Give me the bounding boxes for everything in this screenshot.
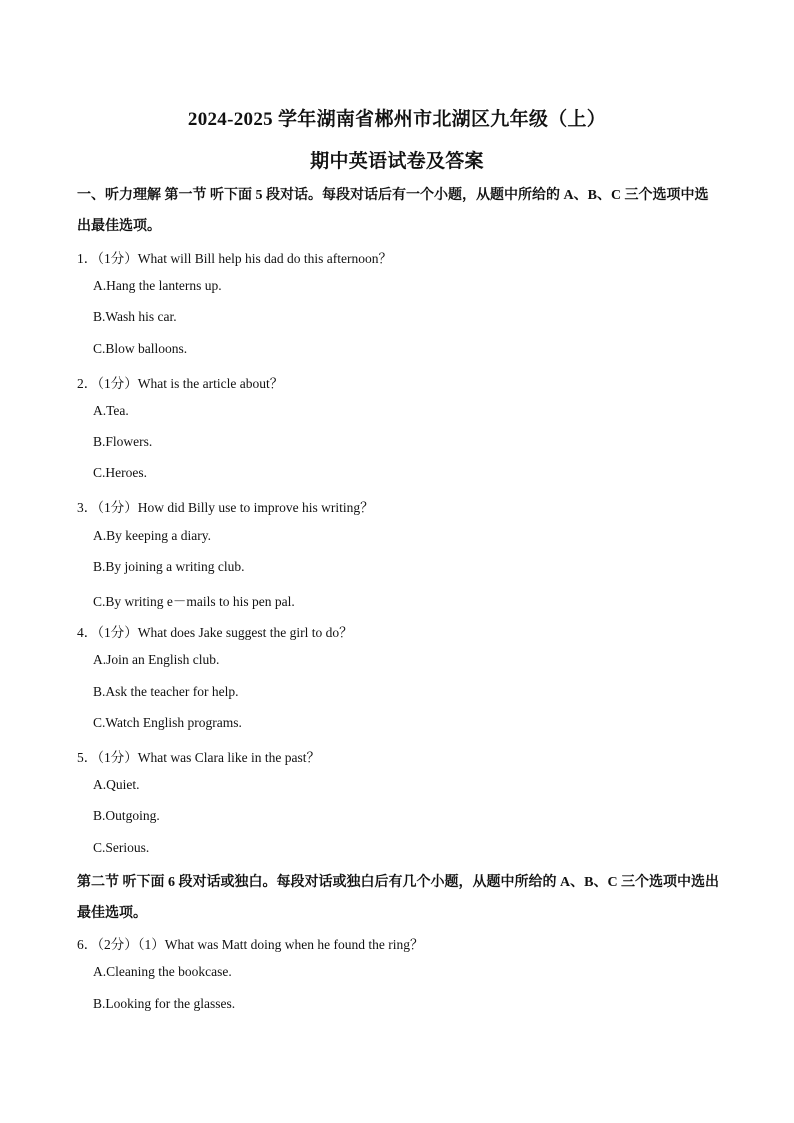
question-5-option-a: A.Quiet. xyxy=(93,777,140,792)
question-4-stem: 4．（1分）What does Jake suggest the girl to do？ xyxy=(77,625,353,640)
question-5-option-b: B.Outgoing. xyxy=(93,808,160,823)
question-3-stem: 3．（1分）How did Billy use to improve his writing？ xyxy=(77,500,374,515)
question-3-option-a: A.By keeping a diary. xyxy=(93,528,211,543)
question-2-stem: 2．（1分）What is the article about？ xyxy=(77,376,284,391)
section2-header-line1: 第二节 听下面 6 段对话或独白。每段对话或独白后有几个小题，从题中所给的 A、B、C 三个选项中选出 xyxy=(77,875,720,890)
question-6-stem: 6．（2分）（1）What was Matt doing when he found the ring？ xyxy=(77,937,424,952)
question-4-option-c: C.Watch English programs. xyxy=(93,715,242,730)
question-3-option-c: C.By writing e－mails to his pen pal. xyxy=(93,594,295,609)
document-title: 2024-2025 学年湖南省郴州市北湖区九年级（上） xyxy=(187,109,607,130)
question-2-option-c: C.Heroes. xyxy=(93,465,147,480)
question-4-option-a: A.Join an English club. xyxy=(93,652,220,667)
question-6-option-a: A.Cleaning the bookcase. xyxy=(93,964,232,979)
question-1-option-c: C.Blow balloons. xyxy=(93,341,188,356)
question-4-option-b: B.Ask the teacher for help. xyxy=(93,684,239,699)
question-1-option-b: B.Wash his car. xyxy=(93,309,177,324)
section1-header-line2: 出最佳选项。 xyxy=(77,219,161,234)
question-5-option-c: C.Serious. xyxy=(93,840,150,855)
question-5-stem: 5．（1分）What was Clara like in the past？ xyxy=(77,750,320,765)
question-1-option-a: A.Hang the lanterns up. xyxy=(93,278,222,293)
section1-header-line1: 一、听力理解 第一节 听下面 5 段对话。每段对话后有一个小题，从题中所给的 A、B、C 三个选项中选 xyxy=(77,188,709,203)
question-3-option-b: B.By joining a writing club. xyxy=(93,559,245,574)
document-subtitle: 期中英语试卷及答案 xyxy=(310,151,484,172)
question-1-stem: 1．（1分）What will Bill help his dad do this afternoon？ xyxy=(77,251,392,266)
section2-header-line2: 最佳选项。 xyxy=(77,906,147,921)
question-2-option-a: A.Tea. xyxy=(93,403,129,418)
question-6-option-b: B.Looking for the glasses. xyxy=(93,996,236,1011)
question-2-option-b: B.Flowers. xyxy=(93,434,153,449)
